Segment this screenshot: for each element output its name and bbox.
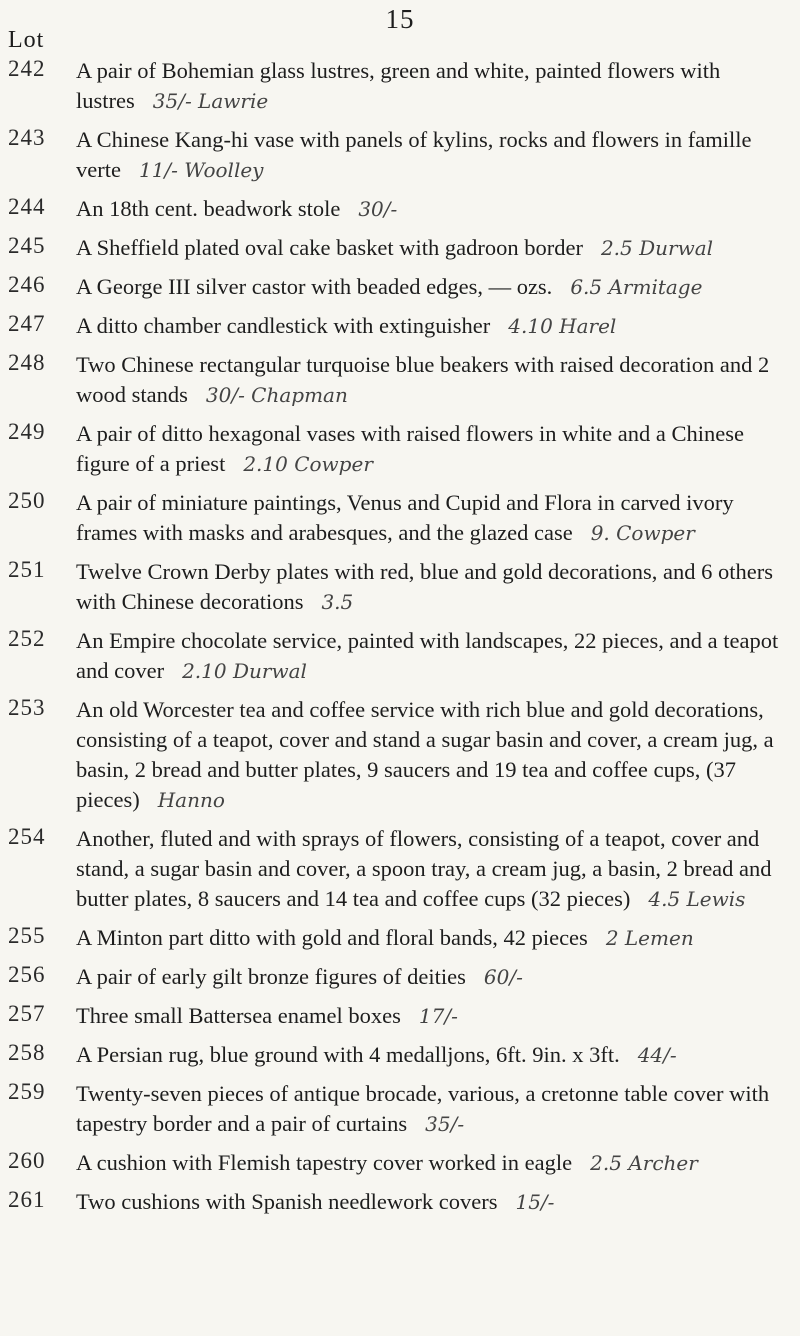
lot-description: Twenty-seven pieces of antique brocade, various, a cretonne table cover with tapestry border and a pair of curtains: [76, 1081, 770, 1136]
lot-description: Two Chinese rectangular turquoise blue beakers with raised decoration and 2 wood stands: [76, 352, 770, 407]
lot-number: 251: [8, 557, 46, 582]
lot-number: 250: [8, 488, 46, 513]
lot-description-block: [76, 1079, 784, 1139]
lot-number: 258: [8, 1040, 46, 1065]
lot-entry: [0, 233, 800, 263]
lot-entry: [0, 1187, 800, 1217]
lot-description-block: [76, 962, 784, 992]
handwritten-annotation: 2 Lemen: [605, 926, 694, 950]
lot-description-block: [76, 419, 784, 479]
handwritten-annotation: 30/-: [358, 197, 398, 221]
lot-number: 260: [8, 1148, 46, 1173]
lot-entry: [0, 824, 800, 914]
lot-number: 253: [8, 695, 46, 720]
lot-number: 256: [8, 962, 46, 987]
handwritten-annotation: Hanno: [157, 788, 225, 812]
lot-description: A Chinese Kang-hi vase with panels of kylins, rocks and flowers in famille verte: [76, 127, 752, 182]
lot-description: A pair of Bohemian glass lustres, green and white, painted flowers with lustres: [76, 58, 721, 113]
lot-description-block: [76, 1001, 784, 1031]
lot-description-block: [76, 272, 784, 302]
lot-entry: [0, 557, 800, 617]
lot-description: Three small Battersea enamel boxes: [76, 1003, 401, 1028]
lot-description-block: [76, 923, 784, 953]
lot-description: An Empire chocolate service, painted with landscapes, 22 pieces, and a teapot and cover: [76, 628, 779, 683]
lot-entry: [0, 194, 800, 224]
lot-description-block: [76, 695, 784, 815]
lot-description-block: [76, 1040, 784, 1070]
lot-description-block: [76, 233, 784, 263]
lot-column-header: Lot: [8, 27, 45, 53]
lot-number: 249: [8, 419, 46, 444]
lot-entry: [0, 350, 800, 410]
handwritten-annotation: 15/-: [515, 1190, 555, 1214]
lot-description: An 18th cent. beadwork stole: [76, 196, 341, 221]
lot-number: 242: [8, 56, 46, 81]
lot-list: [0, 56, 800, 1226]
lot-description-block: [76, 350, 784, 410]
lot-description-block: [76, 1187, 784, 1217]
lot-number: 245: [8, 233, 46, 258]
handwritten-annotation: 2.5 Archer: [590, 1151, 698, 1175]
lot-entry: [0, 1079, 800, 1139]
lot-entry: [0, 1040, 800, 1070]
handwritten-annotation: 2.10 Cowper: [243, 452, 373, 476]
lot-description: A George III silver castor with beaded edges, — ozs.: [76, 274, 553, 299]
lot-entry: [0, 695, 800, 815]
lot-description-block: [76, 824, 784, 914]
lot-description-block: [76, 56, 784, 116]
lot-entry: [0, 272, 800, 302]
lot-number: 246: [8, 272, 46, 297]
lot-entry: [0, 1001, 800, 1031]
lot-entry: [0, 962, 800, 992]
lot-description-block: [76, 125, 784, 185]
lot-description-block: [76, 1148, 784, 1178]
lot-number: 257: [8, 1001, 46, 1026]
handwritten-annotation: 17/-: [418, 1004, 458, 1028]
handwritten-annotation: 2.10 Durwal: [182, 659, 307, 683]
handwritten-annotation: 44/-: [637, 1043, 677, 1067]
lot-number: 254: [8, 824, 46, 849]
handwritten-annotation: 9. Cowper: [590, 521, 695, 545]
lot-description: A Persian rug, blue ground with 4 medalljons, 6ft. 9in. x 3ft.: [76, 1042, 620, 1067]
lot-description: Another, fluted and with sprays of flowers, consisting of a teapot, cover and stand, a sugar basin and cover, a spoon tray, a cream jug, a basin, 2 bread and butter plates, 8 saucers and 14 tea and coffee cups (32 pieces): [76, 826, 772, 911]
handwritten-annotation: 2.5 Durwal: [600, 236, 714, 260]
lot-number: 243: [8, 125, 46, 150]
lot-description: Twelve Crown Derby plates with red, blue and gold decorations, and 6 others with Chinese decorations: [76, 559, 773, 614]
handwritten-annotation: 6.5 Armitage: [570, 275, 703, 299]
lot-entry: [0, 626, 800, 686]
lot-entry: [0, 923, 800, 953]
handwritten-annotation: 35/-: [425, 1112, 465, 1136]
lot-description: A ditto chamber candlestick with extinguisher: [76, 313, 491, 338]
lot-description: A pair of miniature paintings, Venus and Cupid and Flora in carved ivory frames with masks and arabesques, and the glazed case: [76, 490, 734, 545]
lot-description-block: [76, 488, 784, 548]
lot-description-block: [76, 311, 784, 341]
lot-description: A Minton part ditto with gold and floral bands, 42 pieces: [76, 925, 588, 950]
lot-entry: [0, 56, 800, 116]
lot-description: An old Worcester tea and coffee service with rich blue and gold decorations, consisting of a teapot, cover and stand a sugar basin and cover, a cream jug, a basin, 2 bread and butter plates, 9 saucers and 19 tea and coffee cups, (37 pieces): [76, 697, 774, 812]
lot-number: 248: [8, 350, 46, 375]
lot-number: 259: [8, 1079, 46, 1104]
lot-description-block: [76, 194, 784, 224]
handwritten-annotation: 30/- Chapman: [205, 383, 348, 407]
handwritten-annotation: 60/-: [483, 965, 523, 989]
lot-number: 247: [8, 311, 46, 336]
lot-description: Two cushions with Spanish needlework covers: [76, 1189, 498, 1214]
lot-number: 244: [8, 194, 46, 219]
lot-description-block: [76, 557, 784, 617]
lot-entry: [0, 419, 800, 479]
handwritten-annotation: 4.10 Harel: [508, 314, 617, 338]
lot-number: 252: [8, 626, 46, 651]
handwritten-annotation: 3.5: [321, 590, 354, 614]
lot-entry: [0, 1148, 800, 1178]
lot-number: 261: [8, 1187, 46, 1212]
lot-description: A cushion with Flemish tapestry cover worked in eagle: [76, 1150, 573, 1175]
lot-entry: [0, 311, 800, 341]
lot-description: A pair of ditto hexagonal vases with raised flowers in white and a Chinese figure of a priest: [76, 421, 744, 476]
lot-entry: [0, 125, 800, 185]
lot-description: A pair of early gilt bronze figures of deities: [76, 964, 466, 989]
lot-number: 255: [8, 923, 46, 948]
lot-entry: [0, 488, 800, 548]
page-number: 15: [385, 4, 415, 34]
lot-description: A Sheffield plated oval cake basket with gadroon border: [76, 235, 583, 260]
handwritten-annotation: 4.5 Lewis: [648, 887, 746, 911]
handwritten-annotation: 11/- Woolley: [138, 158, 264, 182]
lot-description-block: [76, 626, 784, 686]
handwritten-annotation: 35/- Lawrie: [152, 89, 269, 113]
